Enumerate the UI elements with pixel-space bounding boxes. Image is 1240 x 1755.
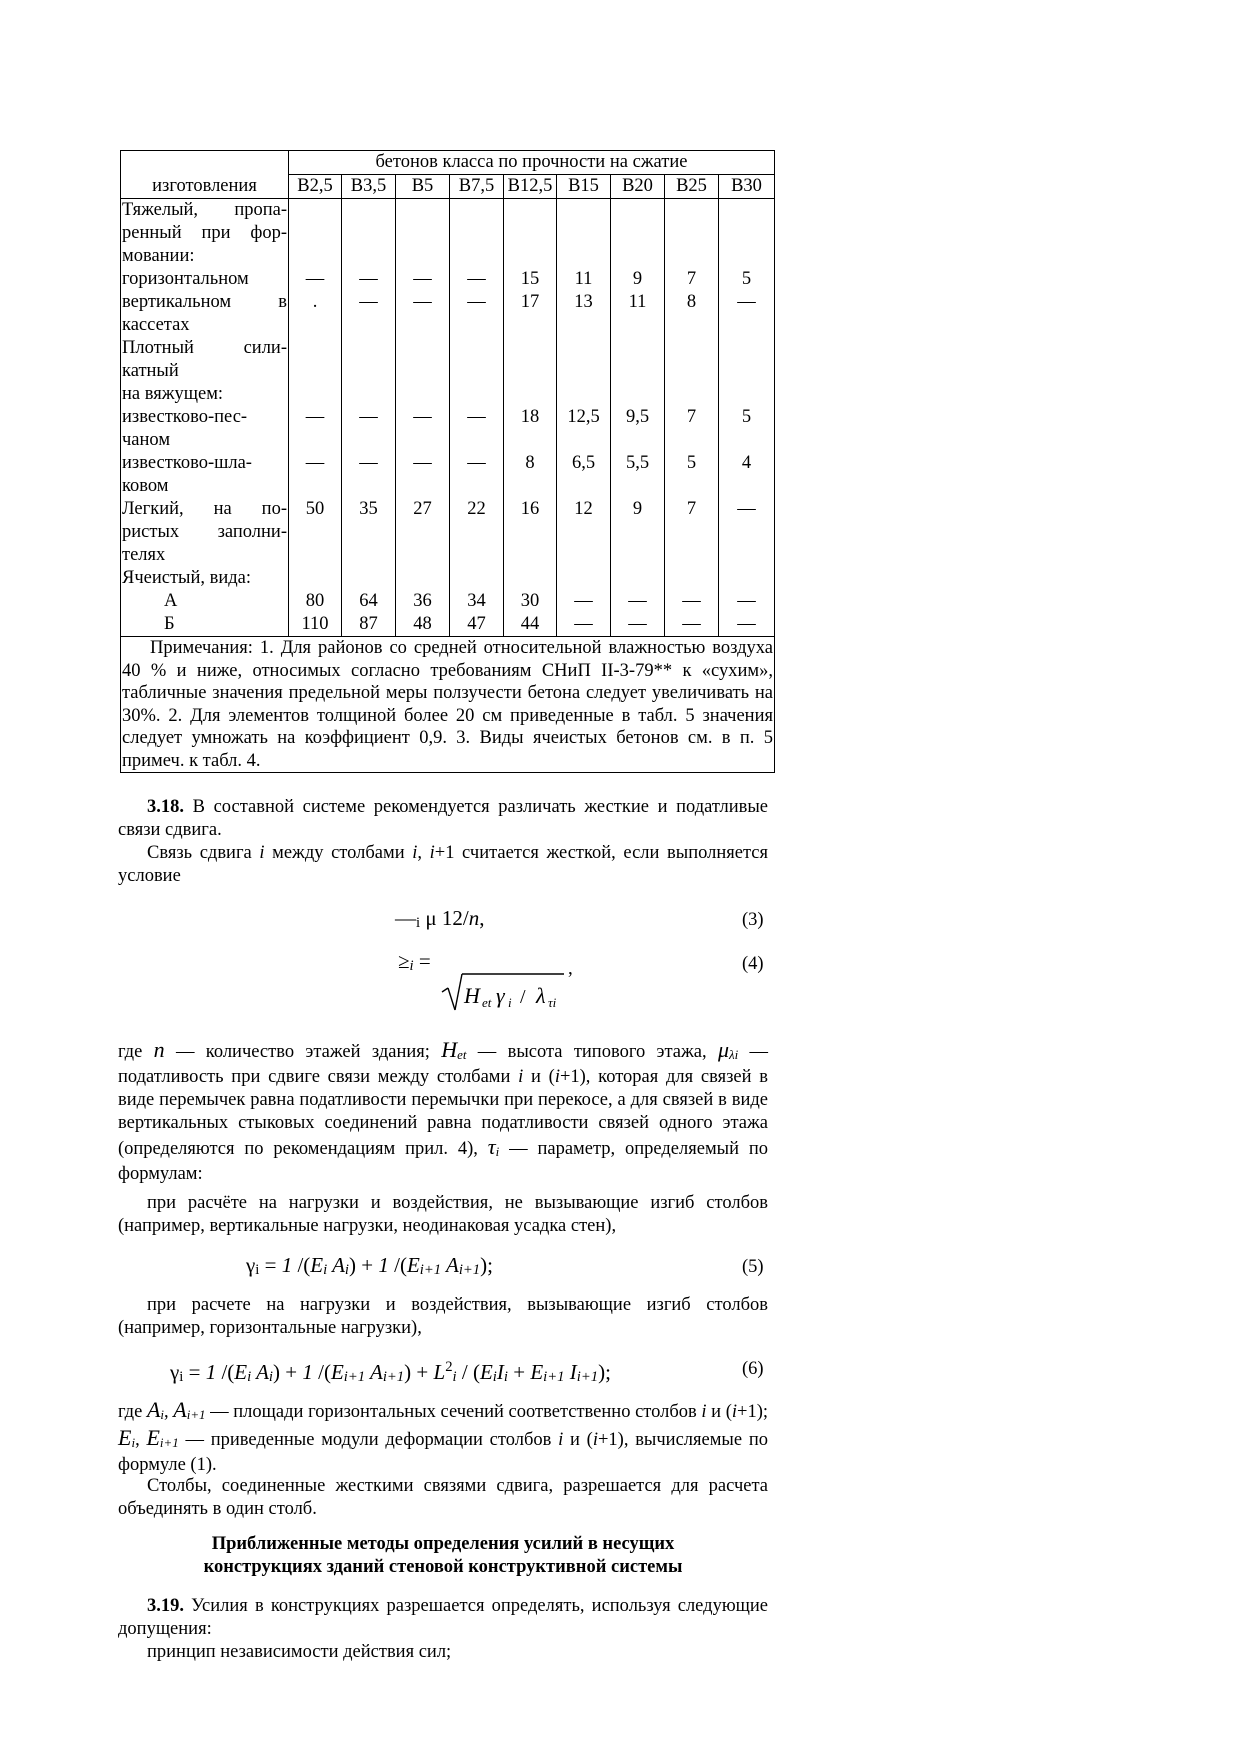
cell-value: 47 <box>467 614 486 634</box>
cell-value: 64 <box>359 591 378 611</box>
cell-value <box>396 521 449 544</box>
cell-value: — <box>628 591 647 611</box>
row-label: вертикальном в <box>122 292 287 312</box>
value-column <box>289 199 342 637</box>
cell-value <box>611 567 664 590</box>
row-label: Легкий, на по- <box>122 499 287 519</box>
cell-value <box>342 383 395 406</box>
svg-text:H: H <box>464 983 480 1008</box>
cell-value <box>289 314 341 337</box>
cell-value <box>289 360 341 383</box>
cell-value: 18 <box>520 407 540 427</box>
value-column <box>557 199 611 637</box>
cell-value <box>665 567 718 590</box>
para-where-1: где n — количество этажей здания; $H_{et}$ — высота типового этажа, $\mu_{\lambda i}$ — податливость при сдвиге связи между столбами i и (i+1), которая для связей в виде перемычек равна податливости перемычки при перекосе, а для связей в виде вертикальных стыковых соединений равна податливости связей одного этажа (определяются по рекомендациям прил. 4), $\tau_i$ — параметр, определяемый по формулам: <box>118 1037 769 1184</box>
row-label: Б <box>164 614 175 634</box>
cell-value <box>289 383 341 406</box>
cell-value: — <box>467 407 486 427</box>
para-load-bending: при расчете на нагрузки и воздействия, вызывающие изгиб столбов (например, горизонтальные нагрузки), <box>118 1295 768 1338</box>
cell-value <box>611 337 664 360</box>
cell-value: — <box>574 614 593 634</box>
cell-value <box>504 567 556 590</box>
cell-value <box>396 383 449 406</box>
svg-text:i: i <box>508 995 512 1010</box>
svg-text:,: , <box>568 958 573 979</box>
cell-value <box>450 521 503 544</box>
cell-value <box>719 567 774 590</box>
para-load-no-bending: при расчёте на нагрузки и воздействия, не вызывающие изгиб столбов (например, вертикальные нагрузки, неодинаковая усадка стен), <box>118 1193 768 1236</box>
cell-value: 9 <box>632 499 643 519</box>
cell-value <box>611 360 664 383</box>
cell-value <box>450 314 503 337</box>
cell-value <box>396 199 449 222</box>
row-label: Плотный сили- <box>122 338 287 358</box>
cell-value: 110 <box>301 614 329 634</box>
cell-value <box>450 383 503 406</box>
cell-value: — <box>574 591 593 611</box>
svg-text:γ: γ <box>496 983 505 1008</box>
cell-value <box>665 544 718 567</box>
equation-4-number: (4) <box>742 954 764 974</box>
section-heading: Приближенные методы определения усилий в несущих конструкциях зданий стеновой конструктивной системы <box>203 1534 683 1577</box>
value-column <box>396 199 450 637</box>
cell-value <box>396 360 449 383</box>
cell-value: 8 <box>525 453 535 473</box>
cell-value: 30 <box>520 591 540 611</box>
cell-value <box>665 383 718 406</box>
row-label: А <box>164 591 178 611</box>
cell-value <box>665 245 718 268</box>
row-label: телях <box>122 545 166 565</box>
cell-value: 17 <box>520 292 540 312</box>
cell-value <box>396 567 449 590</box>
cell-value <box>289 337 341 360</box>
equation-3: $—_i$ μ 12/n, <box>395 906 485 931</box>
cell-value: 5 <box>686 453 697 473</box>
cell-value: 7 <box>686 269 697 289</box>
cell-value <box>719 383 774 406</box>
cell-value <box>611 383 664 406</box>
cell-value: 13 <box>574 292 593 312</box>
cell-value: — <box>467 453 486 473</box>
cell-value: — <box>359 407 378 427</box>
cell-value <box>342 429 395 452</box>
cell-value <box>719 337 774 360</box>
cell-value <box>450 245 503 268</box>
svg-text:λ: λ <box>536 983 546 1008</box>
cell-value: — <box>737 292 756 312</box>
row-label: на вяжущем: <box>122 384 224 404</box>
para-rigid-condition: Связь сдвига i между столбами i, i+1 считается жесткой, если выполняется условие <box>118 843 769 886</box>
cell-value <box>611 544 664 567</box>
value-column <box>342 199 396 637</box>
value-column <box>719 199 775 637</box>
cell-value: 80 <box>305 591 325 611</box>
value-column <box>504 199 557 637</box>
cell-value: — <box>305 269 325 289</box>
value-column <box>665 199 719 637</box>
row-label: ренный при фор- <box>122 223 287 243</box>
cell-value <box>504 429 556 452</box>
equation-3-number: (3) <box>742 910 764 930</box>
cell-value: 87 <box>359 614 378 634</box>
cell-value: — <box>737 591 756 611</box>
cell-value: — <box>682 591 701 611</box>
cell-value <box>665 521 718 544</box>
cell-value: — <box>467 292 486 312</box>
row-label: ковом <box>122 476 169 496</box>
cell-value <box>396 245 449 268</box>
cell-value <box>665 475 718 498</box>
cell-value: — <box>737 614 756 634</box>
cell-value: 7 <box>686 499 697 519</box>
cell-value: 50 <box>305 499 325 519</box>
svg-text:τi: τi <box>548 995 557 1010</box>
row-label: известково-шла- <box>122 453 252 473</box>
cell-value <box>719 544 774 567</box>
cell-value <box>450 475 503 498</box>
cell-value <box>665 360 718 383</box>
row-label: Тяжелый, пропа- <box>122 200 287 220</box>
cell-value <box>611 429 664 452</box>
cell-value <box>557 199 610 222</box>
cell-value <box>611 222 664 245</box>
cell-value <box>557 429 610 452</box>
cell-value <box>504 475 556 498</box>
cell-value <box>342 521 395 544</box>
creep-table <box>120 150 775 773</box>
equation-4-radical <box>440 948 590 1016</box>
cell-value <box>342 337 395 360</box>
cell-value <box>450 199 503 222</box>
cell-value <box>719 314 774 337</box>
cell-value <box>342 475 395 498</box>
header-class: B20 <box>611 175 665 199</box>
row-label: ристых заполни- <box>122 522 287 542</box>
row-label: горизонтальном <box>122 269 249 289</box>
equation-5-number: (5) <box>742 1257 764 1277</box>
para-combine-columns: Столбы, соединенные жесткими связями сдвига, разрешается для расчета объединять в один столб. <box>118 1476 768 1519</box>
cell-value: 35 <box>359 499 378 519</box>
cell-value <box>396 337 449 360</box>
cell-value: 22 <box>467 499 486 519</box>
cell-value: 7 <box>686 407 697 427</box>
para-3-19: 3.19. Усилия в конструкциях разрешается определять, используя следующие допущения: <box>118 1596 768 1639</box>
cell-value <box>504 360 556 383</box>
cell-value <box>289 222 341 245</box>
cell-value <box>665 222 718 245</box>
row-label: кассетах <box>122 315 190 335</box>
cell-value <box>450 222 503 245</box>
cell-value: — <box>413 453 432 473</box>
cell-value: — <box>413 292 432 312</box>
cell-value <box>611 199 664 222</box>
svg-text:/: / <box>520 986 526 1008</box>
header-class: B12,5 <box>504 175 557 199</box>
cell-value: — <box>305 453 325 473</box>
cell-value: 16 <box>520 499 540 519</box>
table-note: Примечания: 1. Для районов со средней относительной влажностью воздуха 40 % и ниже, относимых согласно требованиям СНиП II-3-79** к «сухим», табличные значения предельной меры ползучести бетона следует увеличивать на 30%. 2. Для элементов толщиной более 20 см приведенные в табл. 5 значения следует умножать на коэффициент 0,9. 3. Виды ячеистых бетонов см. в п. 5 примеч. к табл. 4. <box>122 638 773 771</box>
cell-value: 4 <box>741 453 752 473</box>
equation-6: $\gamma_i = 1$ $/(E_i$ $A_i) + 1$ $/(E_{i+1}$ $A_{i+1}) + L^2_i / (E_iI_i + E_{i+1}$ $I_{i+1}$); <box>170 1359 611 1385</box>
cell-value: — <box>628 614 647 634</box>
para-principle: принцип независимости действия сил; <box>147 1642 452 1662</box>
cell-value <box>557 245 610 268</box>
cell-value <box>289 544 341 567</box>
cell-value <box>289 567 341 590</box>
row-label: чаном <box>122 430 171 450</box>
cell-value <box>396 222 449 245</box>
cell-value: 9,5 <box>625 407 650 427</box>
cell-value <box>396 475 449 498</box>
cell-value: 9 <box>632 269 643 289</box>
value-column <box>450 199 504 637</box>
cell-value <box>557 360 610 383</box>
cell-value <box>342 360 395 383</box>
cell-value <box>289 429 341 452</box>
cell-value <box>557 222 610 245</box>
cell-value: 5,5 <box>625 453 650 473</box>
cell-value: 11 <box>574 269 593 289</box>
cell-value <box>719 475 774 498</box>
header-class: B5 <box>396 175 450 199</box>
cell-value <box>665 314 718 337</box>
cell-value: 44 <box>520 614 540 634</box>
svg-text:et: et <box>482 995 492 1010</box>
header-class: B2,5 <box>289 175 342 199</box>
header-class: B25 <box>665 175 719 199</box>
para-3-18-intro: 3.18. В составной системе рекомендуется различать жесткие и податливые связи сдвига. <box>118 797 768 840</box>
cell-value: 12,5 <box>567 407 600 427</box>
equation-4: $\ge_i$ = <box>398 949 431 974</box>
cell-value <box>289 245 341 268</box>
header-class: B3,5 <box>342 175 396 199</box>
cell-value <box>719 222 774 245</box>
row-label: катный <box>122 361 179 381</box>
cell-value <box>504 314 556 337</box>
cell-value: 5 <box>741 407 752 427</box>
cell-value <box>719 521 774 544</box>
header-class: B15 <box>557 175 611 199</box>
cell-value <box>504 544 556 567</box>
cell-value <box>611 521 664 544</box>
cell-value <box>611 475 664 498</box>
cell-value: 11 <box>628 292 647 312</box>
para-where-2: где $A_i$, $A_{i+1}$ — площади горизонтальных сечений соответственно столбов i и (i+1); $E_i$, $E_{i+1}$ — приведенные модули деформации столбов i и (i+1), вычисляемые по формуле (1). <box>118 1397 769 1475</box>
cell-value <box>396 429 449 452</box>
header-class: B30 <box>719 175 775 199</box>
cell-value: 27 <box>413 499 432 519</box>
header-group: бетонов класса по прочности на сжатие <box>289 151 775 175</box>
cell-value: — <box>467 269 486 289</box>
cell-value <box>665 199 718 222</box>
cell-value <box>450 337 503 360</box>
cell-value <box>665 337 718 360</box>
cell-value <box>611 314 664 337</box>
cell-value: 12 <box>574 499 593 519</box>
cell-value <box>289 521 341 544</box>
cell-value <box>557 337 610 360</box>
equation-5: $\gamma_i = 1$ $/(E_i$ $A_i) + 1$ $/(E_{i+1}$ $A_{i+1}$); <box>246 1253 493 1278</box>
cell-value: — <box>413 269 432 289</box>
cell-value <box>719 429 774 452</box>
cell-value <box>450 544 503 567</box>
cell-value: — <box>359 292 378 312</box>
cell-value <box>557 544 610 567</box>
cell-value <box>342 567 395 590</box>
cell-value <box>611 245 664 268</box>
cell-value <box>719 199 774 222</box>
cell-value <box>504 199 556 222</box>
cell-value: 34 <box>467 591 486 611</box>
cell-value: — <box>682 614 701 634</box>
row-label: Ячеистый, вида: <box>122 568 252 588</box>
cell-value: 48 <box>413 614 432 634</box>
cell-value: — <box>737 499 756 519</box>
cell-value <box>450 429 503 452</box>
cell-value <box>557 314 610 337</box>
cell-value: . <box>312 292 318 312</box>
cell-value <box>396 544 449 567</box>
cell-value <box>504 222 556 245</box>
cell-value <box>450 567 503 590</box>
cell-value: 5 <box>741 269 752 289</box>
value-column <box>611 199 665 637</box>
cell-value <box>450 360 503 383</box>
cell-value <box>342 245 395 268</box>
cell-value: — <box>305 407 325 427</box>
cell-value <box>665 429 718 452</box>
header-manufacture: изготовления <box>121 151 289 199</box>
cell-value <box>289 199 341 222</box>
cell-value: — <box>413 407 432 427</box>
header-class: B7,5 <box>450 175 504 199</box>
cell-value: — <box>359 269 378 289</box>
cell-value <box>504 337 556 360</box>
cell-value <box>504 383 556 406</box>
row-label: мовании: <box>122 246 195 266</box>
row-label: известково-пес- <box>122 407 248 427</box>
cell-value <box>342 314 395 337</box>
cell-value <box>342 222 395 245</box>
cell-value <box>557 383 610 406</box>
cell-value: — <box>359 453 378 473</box>
cell-value <box>557 567 610 590</box>
equation-6-number: (6) <box>742 1359 764 1379</box>
cell-value <box>557 521 610 544</box>
cell-value <box>342 544 395 567</box>
cell-value <box>289 475 341 498</box>
row-labels <box>121 199 289 637</box>
cell-value: 8 <box>686 292 697 312</box>
cell-value <box>504 245 556 268</box>
cell-value <box>719 360 774 383</box>
cell-value <box>396 314 449 337</box>
cell-value <box>557 475 610 498</box>
cell-value: 6,5 <box>571 453 596 473</box>
cell-value: 36 <box>413 591 432 611</box>
cell-value <box>342 199 395 222</box>
cell-value: 15 <box>520 269 540 289</box>
cell-value <box>504 521 556 544</box>
cell-value <box>719 245 774 268</box>
